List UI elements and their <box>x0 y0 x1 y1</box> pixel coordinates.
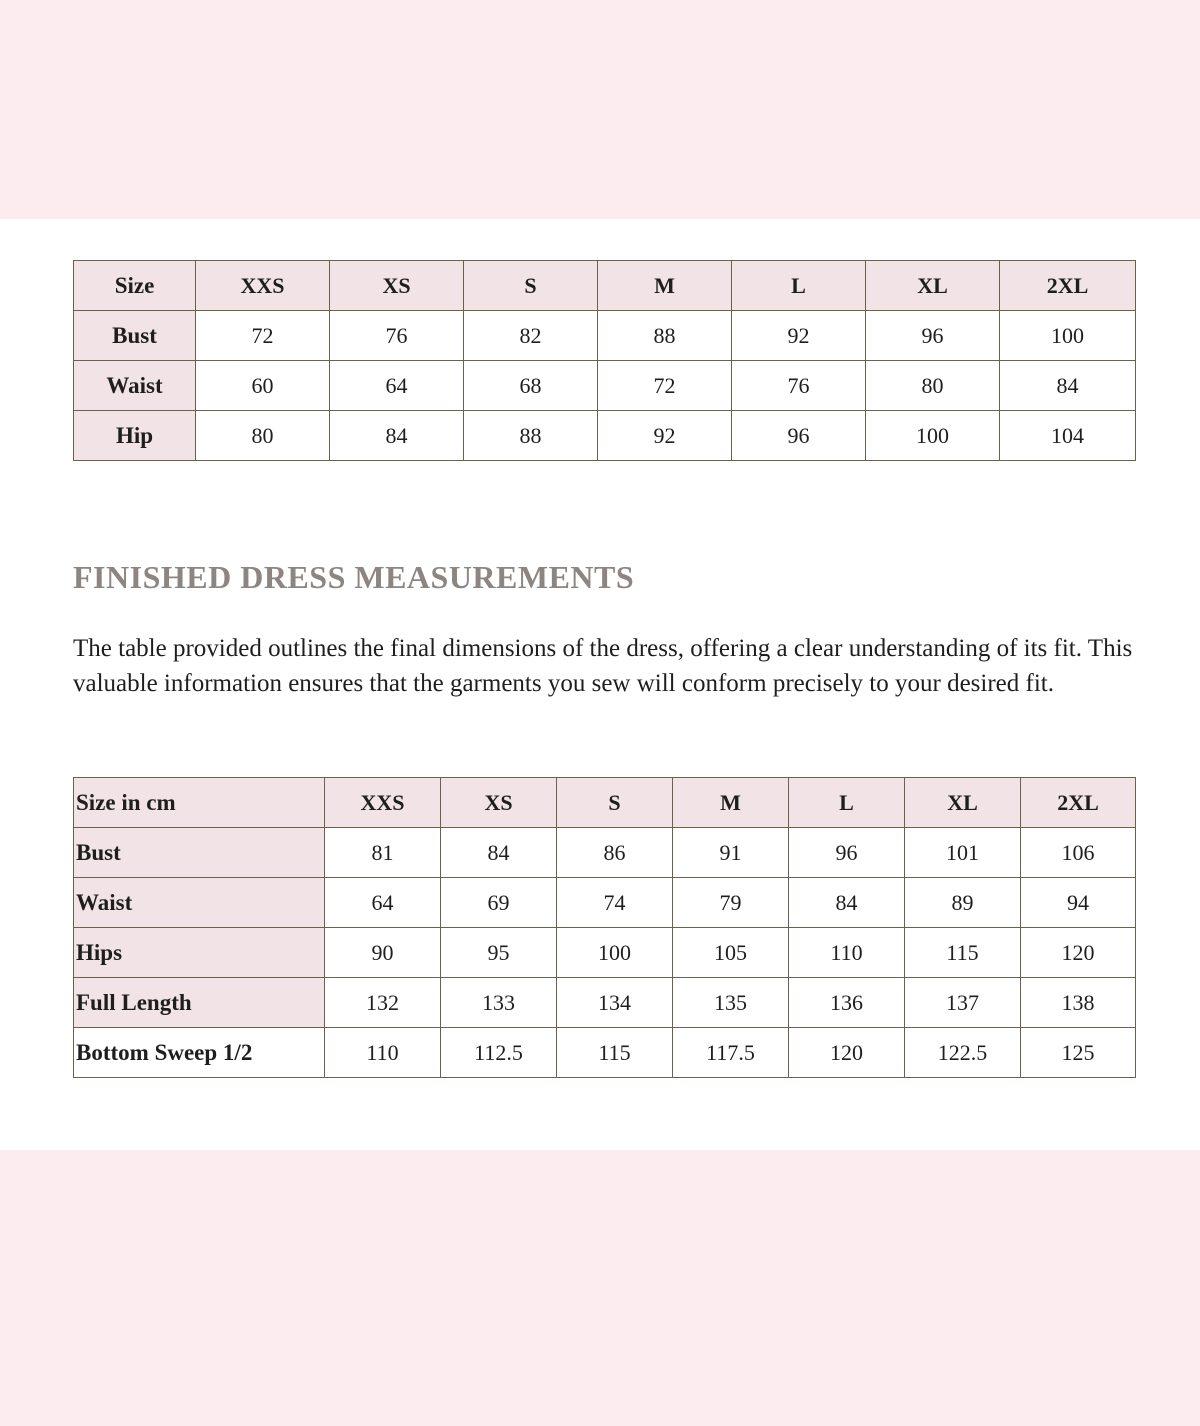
table-cell: 80 <box>196 411 330 461</box>
table-cell: 68 <box>464 361 598 411</box>
row-label: Bust <box>74 828 325 878</box>
table-cell: 80 <box>866 361 1000 411</box>
table-cell: 138 <box>1021 978 1136 1028</box>
table-cell: 136 <box>789 978 905 1028</box>
row-label: Full Length <box>74 978 325 1028</box>
table-cell: 79 <box>673 878 789 928</box>
size-col-header: XS <box>441 778 557 828</box>
table-cell: 60 <box>196 361 330 411</box>
table-cell: 110 <box>325 1028 441 1078</box>
table-cell: 104 <box>1000 411 1136 461</box>
top-pink-band <box>0 0 1200 219</box>
table-row <box>74 978 1136 1028</box>
size-col-header: XXS <box>325 778 441 828</box>
table-cell: 90 <box>325 928 441 978</box>
table-cell: 91 <box>673 828 789 878</box>
table-cell: 88 <box>464 411 598 461</box>
table-row <box>74 361 1136 411</box>
size-col-header: XL <box>866 261 1000 311</box>
table-cell: 137 <box>905 978 1021 1028</box>
table-row <box>74 828 1136 878</box>
table-cell: 100 <box>1000 311 1136 361</box>
body-size-table <box>73 260 1136 461</box>
table-cell: 120 <box>789 1028 905 1078</box>
table-cell: 101 <box>905 828 1021 878</box>
table-cell: 86 <box>557 828 673 878</box>
table-cell: 100 <box>866 411 1000 461</box>
table-cell: 115 <box>557 1028 673 1078</box>
table-cell: 72 <box>196 311 330 361</box>
table-cell: 105 <box>673 928 789 978</box>
table-cell: 122.5 <box>905 1028 1021 1078</box>
table-cell: 96 <box>866 311 1000 361</box>
table-cell: 64 <box>325 878 441 928</box>
table-cell: 95 <box>441 928 557 978</box>
section-description: The table provided outlines the final dimensions of the dress, offering a clear understanding of its fit. This valuable information ensures that the garments you sew will conform precisely to your desired fit. <box>73 635 1133 697</box>
table-cell: 84 <box>330 411 464 461</box>
table-cell: 64 <box>330 361 464 411</box>
row-label: Hip <box>74 411 196 461</box>
table-cell: 106 <box>1021 828 1136 878</box>
table-cell: 94 <box>1021 878 1136 928</box>
table-cell: 81 <box>325 828 441 878</box>
table-cell: 76 <box>732 361 866 411</box>
table-cell: 76 <box>330 311 464 361</box>
size-col-header: 2XL <box>1021 778 1136 828</box>
table-cell: 112.5 <box>441 1028 557 1078</box>
table-cell: 84 <box>1000 361 1136 411</box>
table-cell: 92 <box>732 311 866 361</box>
table-row <box>74 411 1136 461</box>
table-cell: 100 <box>557 928 673 978</box>
table-cell: 125 <box>1021 1028 1136 1078</box>
size-col-header: M <box>673 778 789 828</box>
size-col-header: XL <box>905 778 1021 828</box>
finished-measurements-table <box>73 777 1136 1078</box>
content-panel <box>0 219 1200 1150</box>
size-header-label: Size <box>74 261 196 311</box>
table-cell: 88 <box>598 311 732 361</box>
table-cell: 84 <box>441 828 557 878</box>
table-row <box>74 928 1136 978</box>
size-col-header: S <box>464 261 598 311</box>
row-label: Waist <box>74 361 196 411</box>
table-row <box>74 311 1136 361</box>
finished-header-label: Size in cm <box>74 778 325 828</box>
table-cell: 84 <box>789 878 905 928</box>
table-cell: 96 <box>732 411 866 461</box>
table-cell: 82 <box>464 311 598 361</box>
size-col-header: L <box>789 778 905 828</box>
table-cell: 110 <box>789 928 905 978</box>
table-row <box>74 878 1136 928</box>
size-col-header: XS <box>330 261 464 311</box>
size-col-header: S <box>557 778 673 828</box>
table-cell: 133 <box>441 978 557 1028</box>
table-cell: 92 <box>598 411 732 461</box>
table-row <box>74 1028 1136 1078</box>
table-cell: 117.5 <box>673 1028 789 1078</box>
table-cell: 115 <box>905 928 1021 978</box>
size-col-header: L <box>732 261 866 311</box>
section-title: FINISHED DRESS MEASUREMENTS <box>73 559 635 595</box>
row-label: Bust <box>74 311 196 361</box>
table-cell: 134 <box>557 978 673 1028</box>
bottom-pink-band <box>0 1150 1200 1426</box>
table-cell: 69 <box>441 878 557 928</box>
size-col-header: 2XL <box>1000 261 1136 311</box>
size-col-header: M <box>598 261 732 311</box>
table-cell: 132 <box>325 978 441 1028</box>
size-col-header: XXS <box>196 261 330 311</box>
table-cell: 89 <box>905 878 1021 928</box>
row-label: Waist <box>74 878 325 928</box>
table-cell: 74 <box>557 878 673 928</box>
finished-header-row <box>74 778 1136 828</box>
table-cell: 135 <box>673 978 789 1028</box>
row-label: Bottom Sweep 1/2 <box>74 1028 325 1078</box>
table-cell: 72 <box>598 361 732 411</box>
table-cell: 120 <box>1021 928 1136 978</box>
size-header-row <box>74 261 1136 311</box>
row-label: Hips <box>74 928 325 978</box>
table-cell: 96 <box>789 828 905 878</box>
